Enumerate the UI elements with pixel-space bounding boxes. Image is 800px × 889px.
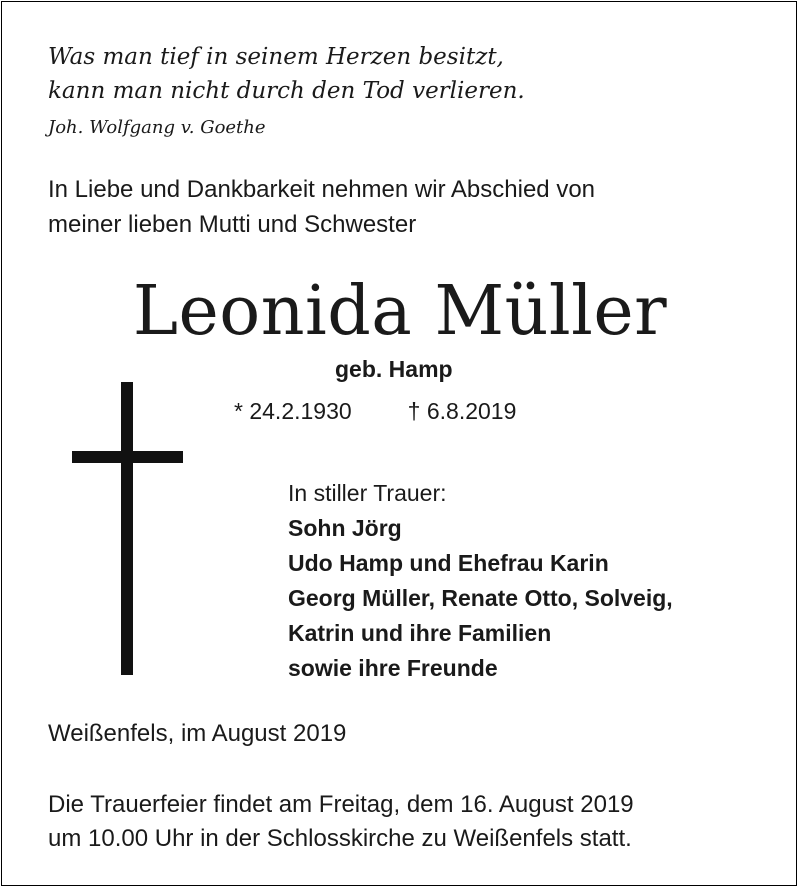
service-line-1: Die Trauerfeier findet am Freitag, dem 16. August 2019 (48, 791, 634, 818)
birth-date: * 24.2.1930 (234, 398, 352, 424)
deceased-name: Leonida Müller (132, 272, 668, 351)
mourners-block (288, 476, 673, 686)
quote-line-1: Was man tief in seinem Herzen besitzt, (48, 44, 504, 70)
mourner-line: Udo Hamp und Ehefrau Karin (288, 550, 609, 576)
goethe-quote (48, 40, 525, 108)
cross-vertical-bar (121, 382, 133, 675)
intro-text (48, 172, 595, 242)
intro-line-2: meiner lieben Mutti und Schwester (48, 211, 417, 238)
life-dates (234, 396, 516, 426)
service-info (48, 788, 634, 856)
mourner-line: sowie ihre Freunde (288, 655, 498, 681)
place-date: Weißenfels, im August 2019 (48, 720, 347, 747)
quote-line-2: kann man nicht durch den Tod verlieren. (48, 78, 525, 104)
obituary-notice (1, 1, 797, 886)
quote-author: Joh. Wolfgang v. Goethe (48, 117, 266, 138)
cross-horizontal-bar (72, 451, 183, 463)
mourner-line: Sohn Jörg (288, 515, 402, 541)
service-line-2: um 10.00 Uhr in der Schlosskirche zu Weißenfels statt. (48, 825, 632, 852)
death-date: † 6.8.2019 (407, 398, 517, 424)
mourners-lead: In stiller Trauer: (288, 480, 447, 506)
mourner-line: Georg Müller, Renate Otto, Solveig, (288, 585, 673, 611)
maiden-name: geb. Hamp (335, 356, 453, 382)
mourner-line: Katrin und ihre Familien (288, 620, 552, 646)
intro-line-1: In Liebe und Dankbarkeit nehmen wir Abschied von (48, 176, 596, 203)
